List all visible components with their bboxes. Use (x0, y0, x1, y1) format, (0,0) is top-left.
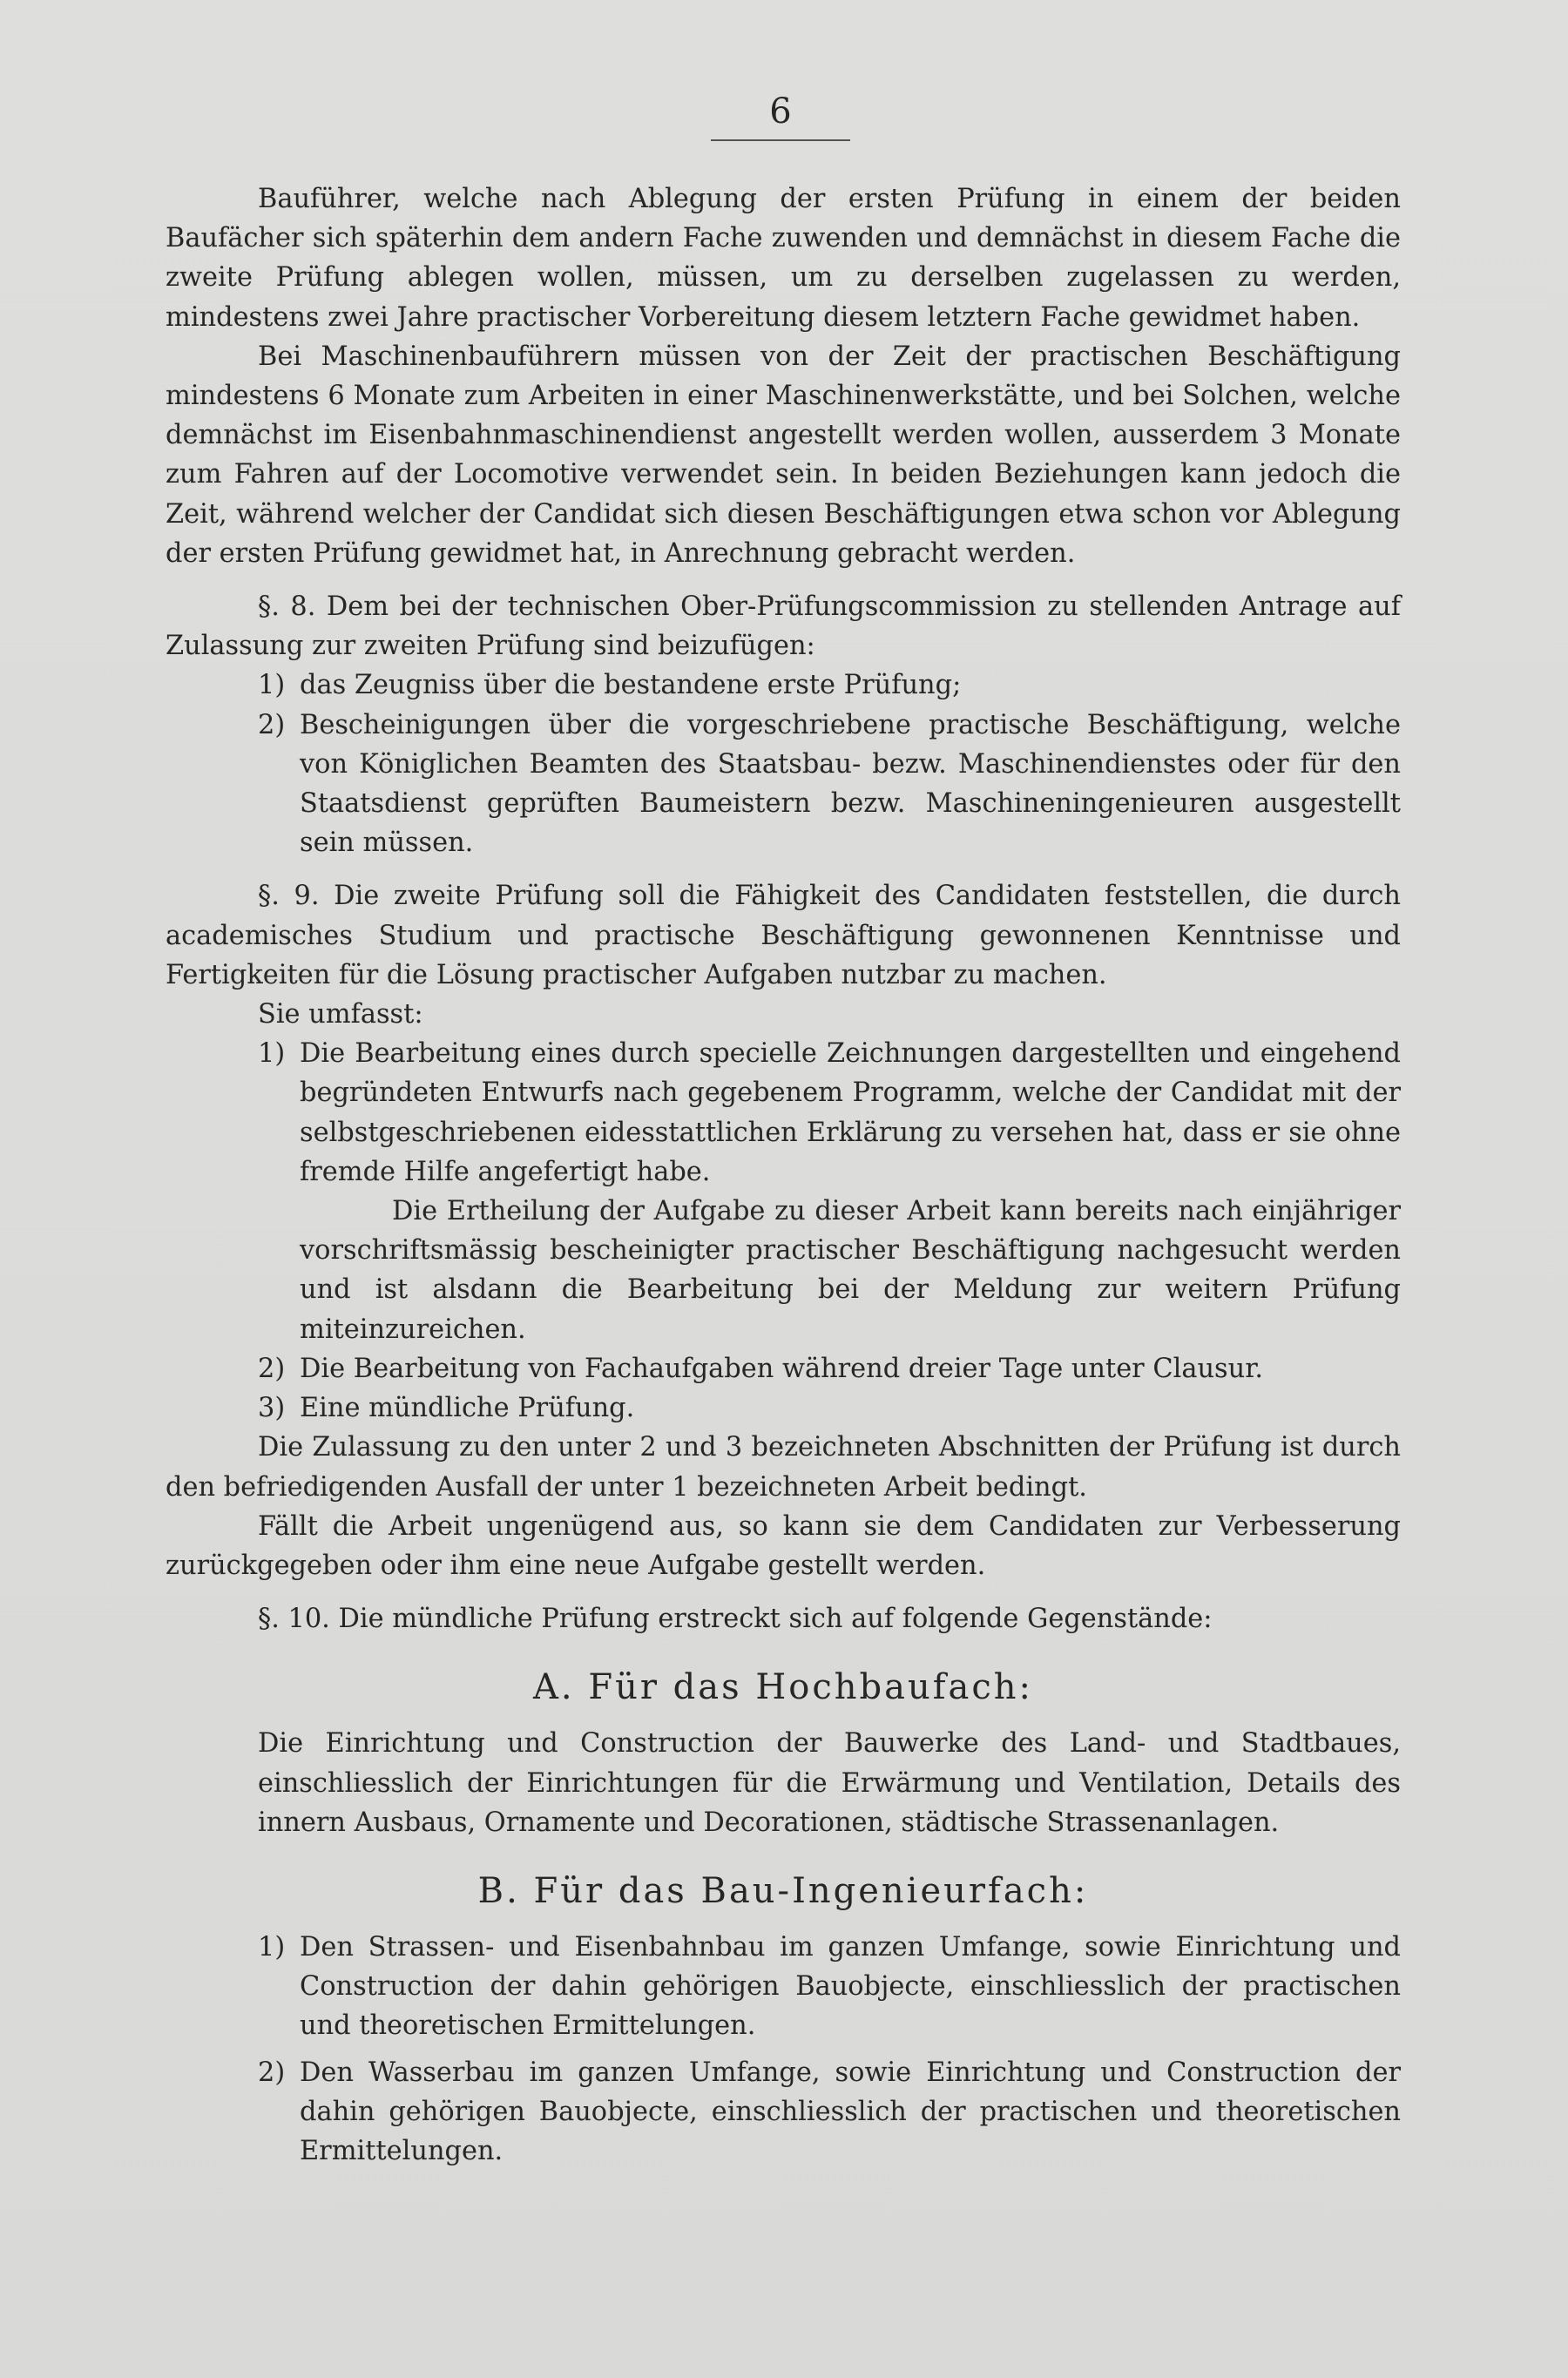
page-number-rule (711, 139, 850, 141)
item-number: 1) (258, 1038, 286, 1070)
paragraph-bauführer: Bauführer, welche nach Ablegung der ersten Prüfung in einem der beiden Baufächer sich späterhin dem andern Fache zuwenden und demnächst in diesem Fache die zweite Prüfung ablegen wollen, müssen, um zu derselben zugelassen zu werden, mindestens zwei Jahre practischer Vorbereitung diesem letztern Fache gewidmet haben. (166, 184, 1401, 333)
item-text: Die Bearbeitung eines durch specielle Zeichnungen dargestellten und eingehend begründeten Entwurfs nach gegebenem Programm, welche der Candidat mit der selbstgeschriebenen eidesstattlichen Erklärung zu versehen hat, dass er sie ohne fremde Hilfe angefertigt habe. (300, 1038, 1401, 1187)
section-9-item (166, 1034, 1401, 1192)
hochbaufach-text: Die Einrichtung und Construction der Bauwerke des Land- und Stadtbaues, einschliesslich der Einrichtungen für die Erwärmung und Ventilation, Details des innern Ausbaus, Ornamente und Decorationen, städtische Strassenanlagen. (258, 1728, 1401, 1838)
section-8-item (166, 706, 1401, 863)
section-9-item (166, 1349, 1401, 1388)
item-text: das Zeugniss über die bestandene erste Prüfung; (300, 670, 962, 701)
item-number: 1) (258, 1931, 286, 1963)
section-10-intro: §. 10. Die mündliche Prüfung erstreckt sich auf folgende Gegenstände: (258, 1604, 1213, 1635)
bau-ingenieurfach-item (166, 2053, 1401, 2172)
section-8-intro: §. 8. Dem bei der technischen Ober-Prüfungscommission zu stellenden Antrage auf Zulassung zur zweiten Prüfung sind beizufügen: (166, 591, 1401, 662)
bau-ingenieurfach-item (166, 1928, 1401, 2046)
item-text: Die Bearbeitung von Fachaufgaben während dreier Tage unter Clausur. (300, 1353, 1264, 1384)
item-text: Den Wasserbau im ganzen Umfange, sowie Einrichtung und Construction der dahin gehörigen Bauobjecte, einschliesslich der practischen und theoretischen Ermittelungen. (300, 2057, 1401, 2166)
paragraph-maschinenbauführer: Bei Maschinenbauführern müssen von der Zeit der practischen Beschäftigung mindestens 6 Monate zum Arbeiten in einer Maschinenwerkstätte, und bei Solchen, welche demnächst im Eisenbahnmaschinendienst angestellt werden wollen, ausserdem 3 Monate zum Fahren auf der Locomotive verwendet sein. In beiden Beziehungen kann jedoch die Zeit, während welcher der Candidat sich diesen Beschäftigungen etwa schon vor Ablegung der ersten Prüfung gewidmet hat, in Anrechnung gebracht werden. (166, 341, 1401, 569)
section-9-item (166, 1388, 1401, 1428)
item-number: 1) (258, 670, 286, 701)
section-9-intro: §. 9. Die zweite Prüfung soll die Fähigkeit des Candidaten feststellen, die durch academisches Studium und practische Beschäftigung gewonnenen Kenntnisse und Fertigkeiten für die Lösung practischer Aufgaben nutzbar zu machen. (166, 881, 1401, 990)
item-text: Eine mündliche Prüfung. (300, 1393, 635, 1424)
page-number: 6 (769, 91, 792, 132)
section-9-lead: Sie umfasst: (258, 999, 423, 1030)
section-9-after-1: Die Zulassung zu den unter 2 und 3 bezeichneten Abschnitten der Prüfung ist durch den befriedigenden Ausfall der unter 1 bezeichneten Arbeit bedingt. (166, 1432, 1401, 1503)
item-number: 2) (258, 709, 286, 740)
heading-bau-ingenieurfach: B. Für das Bau-Ingenieurfach: (477, 1870, 1089, 1911)
item-text: Den Strassen- und Eisenbahnbau im ganzen Umfange, sowie Einrichtung und Construction der dahin gehörigen Bauobjecte, einschliesslich der practischen und theoretischen Ermittelungen. (300, 1931, 1401, 2042)
section-9-item-1-note: Die Ertheilung der Aufgabe zu dieser Arbeit kann bereits nach einjähriger vorschriftsmässig bescheinigter practischer Beschäftigung nachgesucht werden und ist alsdann die Bearbeitung bei der Meldung zur weitern Prüfung miteinzureichen. (300, 1196, 1401, 1345)
section-9-after-2: Fällt die Arbeit ungenügend aus, so kann sie dem Candidaten zur Verbesserung zurückgegeben oder ihm eine neue Aufgabe gestellt werden. (166, 1510, 1401, 1581)
section-8-item (166, 665, 1401, 705)
page-body (166, 179, 1401, 2171)
item-number: 3) (258, 1393, 286, 1424)
item-number: 2) (258, 1353, 286, 1384)
item-number: 2) (258, 2057, 286, 2088)
heading-hochbaufach: A. Für das Hochbaufach: (533, 1667, 1033, 1708)
item-text: Bescheinigungen über die vorgeschriebene practische Beschäftigung, welche von Königlichen Beamten des Staatsbau- bezw. Maschinendienstes oder für den Staatsdienst geprüften Baumeistern bezw. Maschineningenieuren ausgestellt sein müssen. (300, 709, 1401, 859)
